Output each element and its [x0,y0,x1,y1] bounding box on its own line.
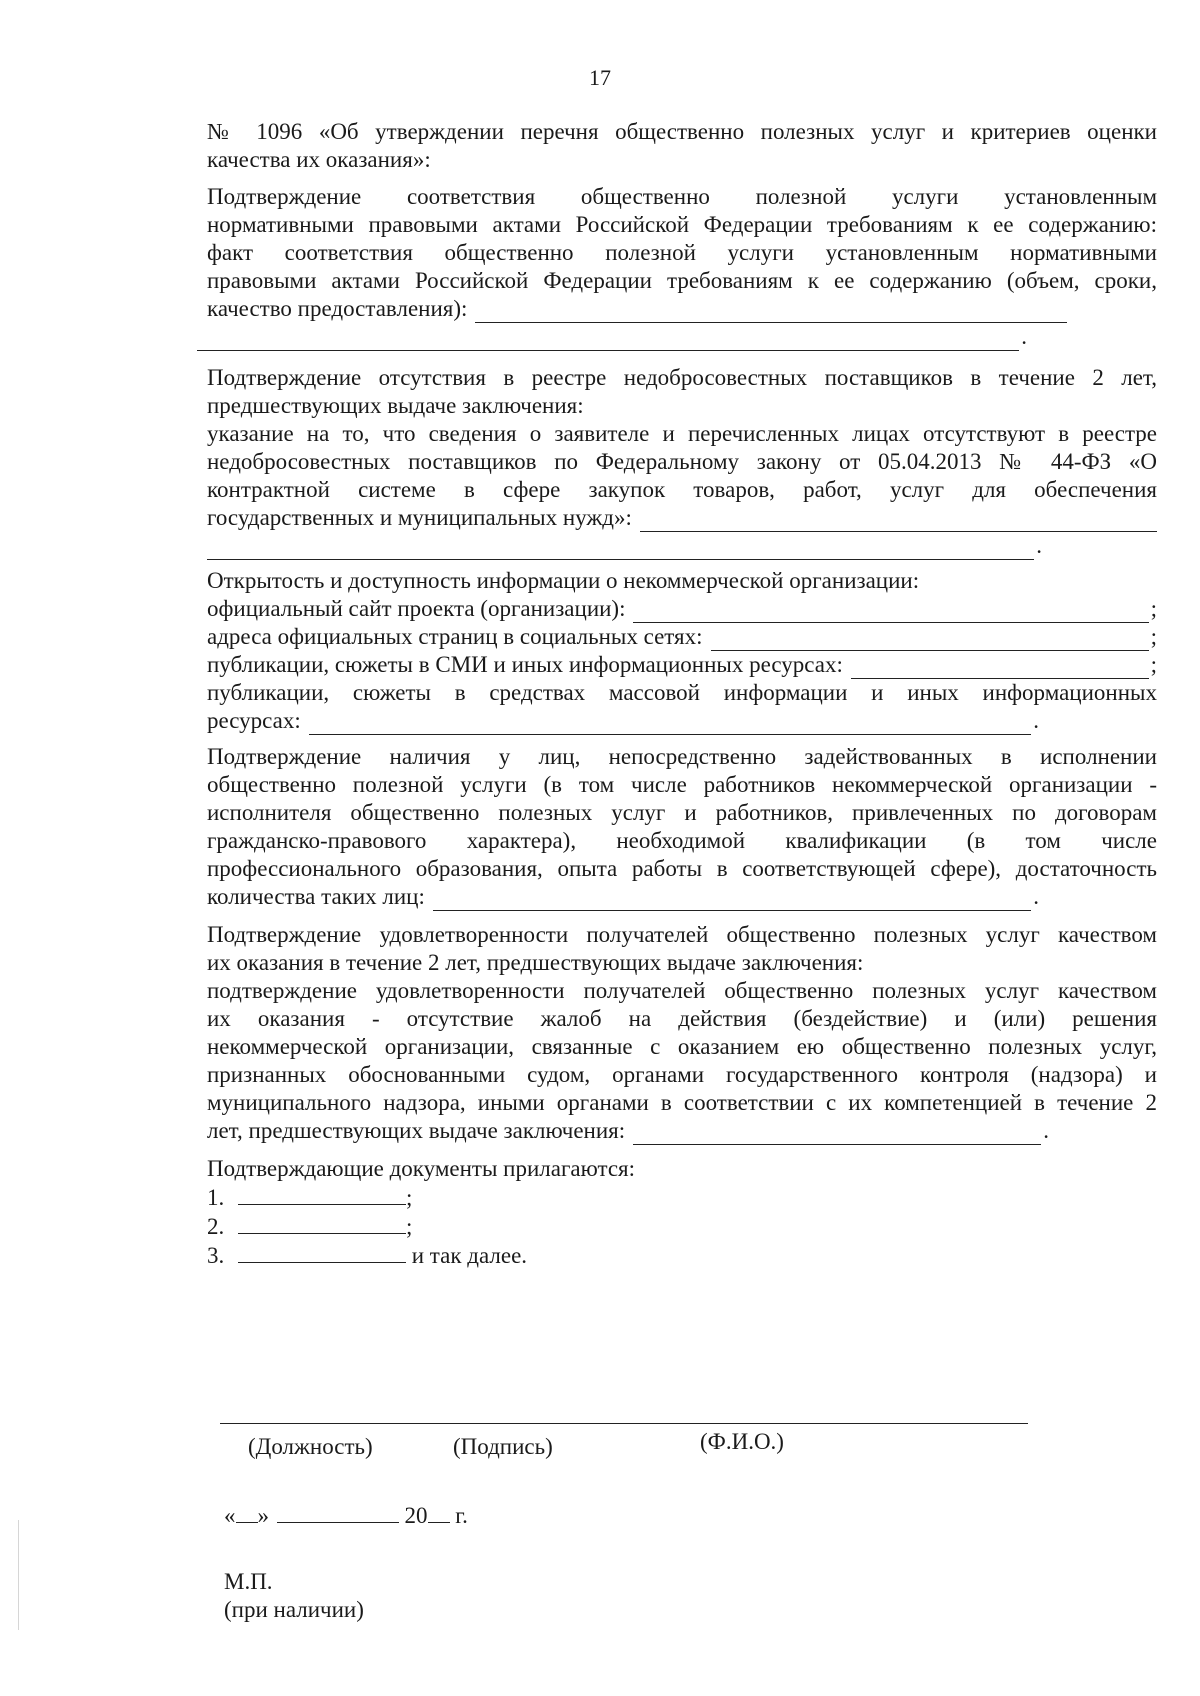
sec2-line-1: Подтверждение отсутствия в реестре недобросовестных поставщиков в течение 2 лет, [207,365,1157,390]
sec3-website-row [207,595,1157,623]
year-suffix: г. [455,1503,468,1528]
sec2-end: . [1036,533,1042,558]
sec4-line-3: исполнителя общественно полезных услуг и работников, привлеченных по договорам [207,800,1157,825]
date-line [224,1501,468,1530]
sec2-field-row-2 [207,532,1157,560]
sec5-end: . [1043,1118,1049,1143]
scan-mark [18,1520,19,1630]
sec1-blank-1[interactable] [475,301,1067,323]
sec1-line-4: правовыми актами Российской Федерации требованиям к ее содержанию (объем, сроки, [207,268,1157,293]
docs-item-number: 3. [207,1243,225,1268]
date-close-quote: » [257,1503,269,1528]
docs-item-suffix: ; [406,1185,413,1210]
section-supporting-documents [207,1155,1157,1270]
year-blank[interactable] [428,1501,450,1523]
sec3-semicolon-3: ; [1150,652,1157,677]
sec3-line-5: публикации, сюжеты в средствах массовой информации и иных информационных [207,680,1157,705]
sec5-line-6: признанных обоснованными судом, органами государственного контроля (надзора) и [207,1062,1157,1087]
sec5-line-5: некоммерческой организации, связанные с оказанием ею общественно полезных услуг, [207,1034,1157,1059]
sec1-line-5: качество предоставления): [207,296,468,321]
docs-item-number: 2. [207,1214,225,1239]
sec5-blank[interactable] [633,1123,1041,1145]
sec1-line-1: Подтверждение соответствия общественно полезной услуги установленным [207,184,1157,209]
sec3-end: . [1033,708,1039,733]
sec2-blank-1[interactable] [640,510,1157,532]
sec3-line-3: адреса официальных страниц в социальных сетях: [207,624,703,649]
sec3-line-1: Открытость и доступность информации о некоммерческой организации: [207,568,920,593]
sec4-blank[interactable] [433,889,1031,911]
year-prefix: 20 [404,1503,428,1528]
website-blank[interactable] [633,601,1148,623]
intro-line-1: № 1096 «Об утверждении перечня общественно полезных услуг и критериев оценки [207,119,1157,144]
sec3-semicolon-1: ; [1150,596,1157,621]
social-pages-blank[interactable] [711,629,1149,651]
docs-item-number: 1. [207,1185,225,1210]
sec5-line-1: Подтверждение удовлетворенности получателей общественно полезных услуг качеством [207,922,1157,947]
sec3-semicolon-2: ; [1150,624,1157,649]
label-position: (Должность) [248,1434,373,1459]
sec3-line-4: публикации, сюжеты в СМИ и иных информационных ресурсах: [207,652,843,677]
section-recipient-satisfaction [207,921,1157,1145]
sec2-field-row [207,504,1157,532]
section-information-openness [207,567,1157,735]
sec2-line-4: недобросовестных поставщиков по Федеральному закону от 05.04.2013 № 44-ФЗ «О [207,449,1157,474]
sec2-line-2: предшествующих выдаче заключения: [207,393,584,418]
intro-line-2: качества их оказания»: [207,147,431,172]
sec5-line-2: их оказания в течение 2 лет, предшествующих выдаче заключения: [207,950,864,975]
sec4-line-6: количества таких лиц: [207,884,425,909]
sec5-line-7: муниципального надзора, иными органами в соответствии с их компетенцией в течение 2 [207,1090,1157,1115]
section-unfair-suppliers-registry [207,364,1157,560]
sec1-blank-2[interactable] [197,329,1019,351]
sec1-end: . [1021,324,1027,349]
sec1-line-2: нормативными правовыми актами Российской Федерации требованиям к ее содержанию: [207,212,1157,237]
sec5-field-row [207,1117,1157,1145]
docs-item-blank-3[interactable] [238,1241,406,1263]
sec1-line-3: факт соответствия общественно полезной услуги установленным нормативными [207,240,1157,265]
sec3-line-2: официальный сайт проекта (организации): [207,596,626,621]
label-signature: (Подпись) [453,1434,553,1459]
docs-title: Подтверждающие документы прилагаются: [207,1156,636,1181]
section-service-conformity [207,183,1157,351]
docs-item-suffix: и так далее. [411,1243,528,1268]
sec5-line-4: их оказания - отсутствие жалоб на действия (бездействие) и (или) решения [207,1006,1157,1031]
stamp-mp: М.П. [224,1569,273,1594]
sec4-line-1: Подтверждение наличия у лиц, непосредственно задействованных в исполнении [207,744,1157,769]
resources-blank[interactable] [309,713,1031,735]
sec2-blank-2[interactable] [207,538,1034,560]
sec4-line-4: гражданско-правового характера), необходимой квалификации (в том числе [207,828,1157,853]
sec3-social-row [207,623,1157,651]
sec3-resources-row [207,707,1157,735]
date-open-quote: « [224,1503,236,1528]
signature-line[interactable] [220,1423,1028,1424]
sec4-line-5: профессионального образования, опыта работы в соответствующей сфере), достаточность [207,856,1157,881]
sec5-line-3: подтверждение удовлетворенности получателей общественно полезных услуг качеством [207,978,1157,1003]
docs-item [207,1241,1157,1270]
month-blank[interactable] [277,1501,399,1523]
page-number: 17 [589,65,611,90]
sec1-field-row-2 [207,323,1157,351]
sec1-field-row [207,295,1157,323]
sec4-field-row [207,883,1157,911]
sec3-media-row [207,651,1157,679]
sec4-end: . [1033,884,1039,909]
sec2-line-3: указание на то, что сведения о заявителе и перечисленных лицах отсутствуют в реестре [207,421,1157,446]
stamp-note: (при наличии) [224,1597,364,1622]
docs-item-suffix: ; [406,1214,413,1239]
media-blank[interactable] [851,657,1149,679]
sec4-line-2: общественно полезной услуги (в том числе работников некоммерческой организации - [207,772,1157,797]
docs-item [207,1183,1157,1212]
docs-item [207,1212,1157,1241]
section-staff-qualification [207,743,1157,911]
day-blank[interactable] [236,1501,258,1523]
sec2-line-6: государственных и муниципальных нужд»: [207,505,632,530]
sec2-line-5: контрактной системе в сфере закупок товаров, работ, услуг для обеспечения [207,477,1157,502]
sec3-line-6: ресурсах: [207,708,301,733]
sec5-line-8: лет, предшествующих выдаче заключения: [207,1118,626,1143]
intro-block [207,118,1157,174]
docs-item-blank-2[interactable] [238,1212,406,1234]
docs-item-blank-1[interactable] [238,1183,406,1205]
label-fio: (Ф.И.О.) [700,1429,784,1454]
